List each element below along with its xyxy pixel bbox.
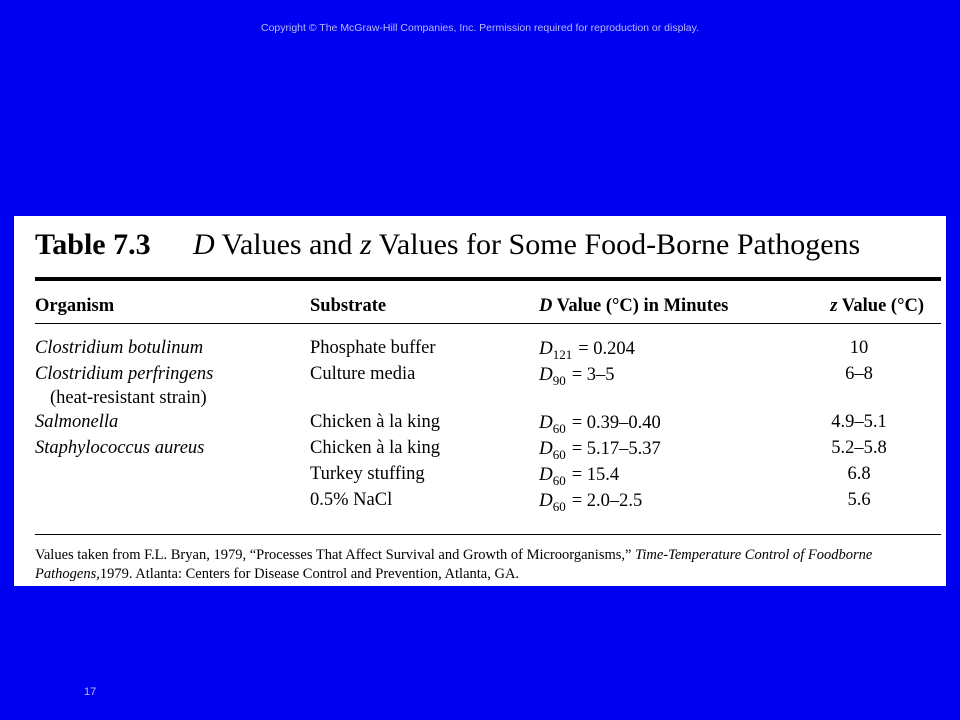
cell-organism: Clostridium botulinum: [35, 338, 204, 358]
d-value-text: = 5.17–5.37: [571, 439, 661, 459]
table-panel: [14, 216, 946, 586]
header-d-value: [539, 296, 728, 317]
cell-substrate: Chicken à la king: [310, 438, 440, 458]
cell-z-value: 5.6: [847, 490, 871, 510]
d-subscript: 60: [552, 473, 566, 488]
cell-d-value: [539, 438, 661, 463]
title-text-2: Values for Some Food-Borne Pathogens: [371, 228, 861, 261]
table-footnote: [35, 546, 935, 584]
table-title: [35, 228, 860, 262]
header-z-symbol: z: [830, 296, 838, 316]
d-subscript: 60: [552, 421, 566, 436]
cell-organism: Salmonella: [35, 412, 119, 432]
d-subscript: 60: [552, 499, 566, 514]
header-substrate: Substrate: [310, 296, 387, 316]
cell-substrate: Culture media: [310, 364, 416, 384]
title-rule: [35, 277, 941, 281]
d-subscript: 121: [552, 347, 573, 362]
cell-d-value: [539, 338, 635, 363]
d-symbol: D: [539, 438, 553, 459]
copyright-notice: Copyright © The McGraw-Hill Companies, Inc. Permission required for reproduction or display.: [260, 22, 700, 34]
cell-organism: Staphylococcus aureus: [35, 438, 205, 458]
cell-z-value: 6–8: [845, 364, 873, 384]
header-organism: Organism: [35, 296, 115, 316]
footnote-source-title: Time-Temperature Control of Foodborne Pathogens,: [35, 547, 873, 582]
cell-z-value: 5.2–5.8: [831, 438, 887, 458]
header-rule: [35, 323, 941, 324]
footnote-text-2: 1979. Atlanta: Centers for Disease Control and Prevention, Atlanta, GA.: [99, 566, 520, 582]
d-value-text: = 2.0–2.5: [571, 491, 643, 511]
table-number: Table 7.3: [35, 228, 151, 261]
d-value-text: = 0.39–0.40: [571, 413, 661, 433]
d-symbol: D: [539, 338, 553, 359]
d-symbol: D: [539, 364, 553, 385]
title-z: z: [359, 228, 372, 261]
d-symbol: D: [539, 412, 553, 433]
slide-number: 17: [84, 686, 97, 698]
cell-z-value: 10: [849, 338, 869, 358]
cell-d-value: [539, 464, 619, 489]
d-value-text: = 15.4: [571, 465, 620, 485]
cell-d-value: [539, 490, 642, 515]
bottom-rule: [35, 534, 941, 535]
header-z-text: Value (°C): [837, 296, 924, 316]
cell-substrate: Turkey stuffing: [310, 464, 425, 484]
header-d-symbol: D: [539, 296, 553, 316]
d-subscript: 90: [552, 373, 566, 388]
cell-d-value: [539, 364, 615, 389]
cell-d-value: [539, 412, 661, 437]
d-subscript: 60: [552, 447, 566, 462]
d-value-text: = 3–5: [571, 365, 615, 385]
cell-substrate: 0.5% NaCl: [310, 490, 393, 510]
cell-organism: (heat-resistant strain): [50, 388, 207, 408]
cell-substrate: Phosphate buffer: [310, 338, 436, 358]
header-z-value: [794, 296, 924, 317]
cell-z-value: 6.8: [847, 464, 871, 484]
title-text-1: Values and: [214, 228, 360, 261]
d-symbol: D: [539, 464, 553, 485]
d-value-text: = 0.204: [578, 339, 635, 359]
d-symbol: D: [539, 490, 553, 511]
cell-organism: Clostridium perfringens: [35, 364, 214, 384]
cell-substrate: Chicken à la king: [310, 412, 440, 432]
header-d-text: Value (°C) in Minutes: [552, 296, 729, 316]
title-d: D: [193, 228, 215, 261]
footnote-text-1: Values taken from F.L. Bryan, 1979, “Processes That Affect Survival and Growth of Microorganisms,”: [35, 547, 636, 563]
cell-z-value: 4.9–5.1: [831, 412, 887, 432]
